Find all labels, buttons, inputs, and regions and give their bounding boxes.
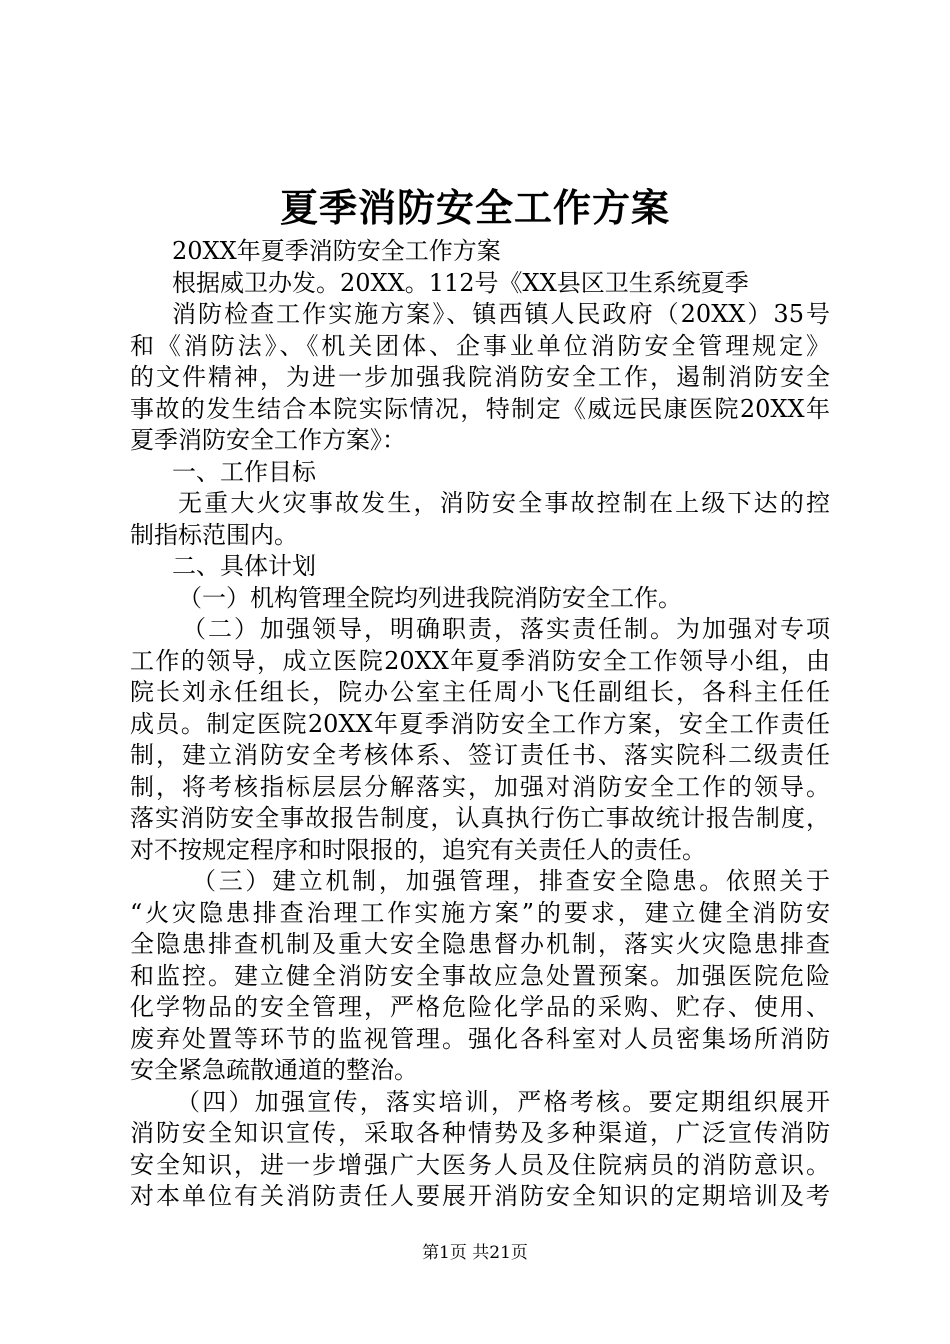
body-line: 成员。制定医院20XX年夏季消防安全工作方案，安全工作责任: [130, 709, 830, 738]
body-line: “火灾隐患排查治理工作实施方案”的要求，建立健全消防安: [130, 898, 830, 927]
body-line: 全隐患排查机制及重大安全隐患督办机制，落实火灾隐患排查: [130, 930, 830, 958]
body-line: 20XX年夏季消防安全工作方案: [172, 237, 501, 265]
body-line: （四）加强宣传，落实培训，严格考核。要定期组织展开: [176, 1087, 830, 1116]
body-line: 消防检查工作实施方案》、镇西镇人民政府（20XX）35号: [172, 300, 830, 328]
document-body: [130, 236, 830, 1213]
body-line: 事故的发生结合本院实际情况，特制定《威远民康医院20XX年: [130, 394, 830, 423]
body-line: 根据威卫办发。20XX。112号《XX县区卫生系统夏季: [172, 268, 749, 297]
body-line: （三）建立机制，加强管理，排查安全隐患。依照关于: [192, 867, 830, 895]
body-line: （一）机构管理全院均列进我院消防安全工作。: [178, 583, 682, 612]
body-line: 制，将考核指标层层分解落实，加强对消防安全工作的领导。: [130, 772, 830, 801]
body-line: 对本单位有关消防责任人要展开消防安全知识的定期培训及考: [130, 1182, 830, 1210]
body-line: 废弃处置等环节的监视管理。强化各科室对人员密集场所消防: [130, 1024, 830, 1053]
section-heading: 一、工作目标: [172, 457, 316, 486]
body-line: （二）加强领导，明确职责，落实责任制。为加强对专项: [182, 615, 830, 643]
body-line: 制指标范围内。: [130, 520, 298, 549]
body-line: 和《消防法》、《机关团体、企事业单位消防安全管理规定》: [130, 331, 830, 360]
body-line: 落实消防安全事故报告制度，认真执行伤亡事故统计报告制度，: [130, 804, 830, 832]
body-line: 对不按规定程序和时限报的，追究有关责任人的责任。: [130, 835, 706, 864]
body-line: 工作的领导，成立医院20XX年夏季消防安全工作领导小组，由: [130, 646, 830, 675]
body-line: 的文件精神，为进一步加强我院消防安全工作，遏制消防安全: [130, 363, 830, 391]
body-line: 消防安全知识宣传，采取各种情势及多种渠道，广泛宣传消防: [130, 1119, 830, 1147]
body-line: 化学物品的安全管理，严格危险化学品的采购、贮存、使用、: [130, 993, 830, 1021]
body-line: 制，建立消防安全考核体系、签订责任书、落实院科二级责任: [130, 741, 830, 769]
body-line: 夏季消防安全工作方案》：: [130, 426, 406, 454]
body-line: 无重大火灾事故发生，消防安全事故控制在上级下达的控: [178, 489, 830, 517]
page-footer: 第1页 共21页: [422, 1243, 528, 1263]
body-line: 安全知识，进一步增强广大医务人员及住院病员的消防意识。: [130, 1150, 830, 1179]
document-title: 夏季消防安全工作方案: [279, 185, 670, 230]
body-line: 院长刘永任组长，院办公室主任周小飞任副组长，各科主任任: [130, 678, 830, 706]
body-line: 安全紧急疏散通道的整治。: [130, 1056, 418, 1084]
section-heading: 二、具体计划: [172, 552, 316, 580]
body-line: 和监控。建立健全消防安全事故应急处置预案。加强医院危险: [130, 961, 830, 990]
